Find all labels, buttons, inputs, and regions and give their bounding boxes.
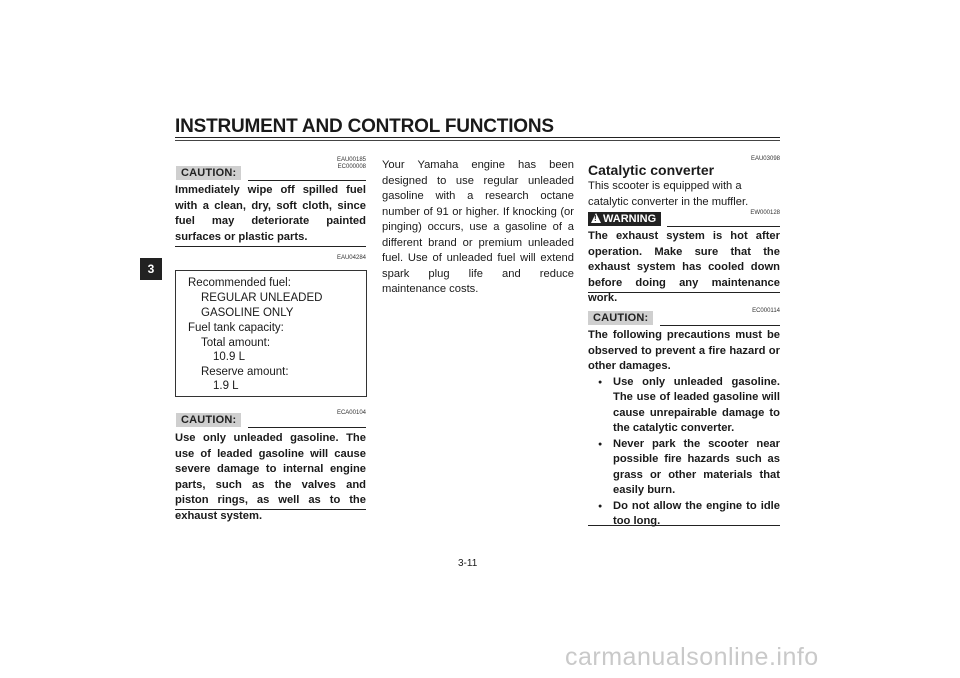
caution-underline	[248, 180, 366, 181]
spec-fuel-line: REGULAR UNLEADED	[201, 292, 323, 304]
warning-label: WARNING	[603, 213, 657, 225]
fuel-spec-box	[175, 270, 367, 397]
ref-code: ECA00104	[336, 410, 366, 416]
title-rule-thin	[175, 140, 780, 141]
ref-code-line: EAU00185	[336, 157, 366, 163]
list-item: ● Use only unleaded gasoline. The use of leaded gasoline will cause unrepairable damage to the catalytic converter.	[588, 375, 780, 437]
caution-text: Immediately wipe off spilled fuel with a clean, dry, soft cloth, since fuel may deteriorate painted surfaces or plastic parts.	[175, 184, 366, 243]
caution-badge: CAUTION:	[176, 413, 241, 427]
caution-badge: CAUTION:	[176, 166, 241, 180]
warning-text: The exhaust system is hot after operation. Make sure that the exhaust system has cooled down before doing any maintenance work.	[588, 230, 780, 304]
warning-underline	[667, 226, 780, 227]
list-item: ● Do not allow the engine to idle too long.	[588, 499, 780, 530]
spec-capacity-label: Fuel tank capacity:	[188, 322, 284, 334]
ref-code: EW000128	[750, 210, 780, 216]
caution-text	[588, 328, 780, 530]
fuel-body-text: Your Yamaha engine has been designed to use regular unleaded gasoline with a research octane number of 91 or higher. If knocking (or pinging) occurs, use a gasoline of a different brand or premium unleaded fuel. Use of unleaded fuel will extend spark plug life and reduce maintenance costs.	[382, 159, 574, 295]
caution-underline	[248, 427, 366, 428]
caution-text: Use only unleaded gasoline. The use of leaded gasoline will cause severe damage to internal engine parts, such as the valves and piston rings, as well as to the exhaust system.	[175, 432, 366, 522]
catalytic-intro: This scooter is equipped with a catalytic converter in the muffler.	[588, 180, 749, 208]
caution-underline	[660, 325, 780, 326]
list-item: ● Never park the scooter near possible fire hazards such as grass or other materials that easily burn.	[588, 437, 780, 499]
chapter-tab: 3	[140, 258, 162, 280]
warning-triangle-icon	[591, 213, 601, 223]
ref-code: EAU03098	[750, 156, 780, 162]
spec-total-label: Total amount:	[201, 337, 271, 349]
ref-code-line: EC000008	[337, 164, 366, 170]
spec-reserve-label: Reserve amount:	[201, 366, 289, 378]
caution-intro: The following precautions must be observed to prevent a fire hazard or other damages.	[588, 329, 780, 372]
caution-end-rule	[588, 525, 780, 526]
warning-badge	[588, 212, 661, 226]
section-heading: Catalytic converter	[588, 162, 715, 178]
warning-end-rule	[588, 292, 780, 293]
ref-code: EAU04284	[336, 255, 366, 261]
watermark: carmanualsonline.info	[565, 643, 819, 671]
caution-end-rule	[175, 246, 366, 247]
spec-total-value: 10.9 L	[213, 351, 245, 363]
ref-code: EC000114	[752, 308, 780, 314]
caution-badge: CAUTION:	[588, 311, 653, 325]
spec-fuel-line: GASOLINE ONLY	[201, 307, 294, 319]
spec-recommended-label: Recommended fuel:	[188, 277, 291, 289]
precaution-list	[588, 375, 780, 530]
caution-end-rule	[175, 509, 366, 510]
page-number: 3-11	[458, 558, 478, 569]
ref-code	[300, 157, 366, 171]
spec-reserve-value: 1.9 L	[213, 380, 239, 392]
page-title: INSTRUMENT AND CONTROL FUNCTIONS	[175, 116, 554, 137]
title-rule	[175, 137, 780, 138]
